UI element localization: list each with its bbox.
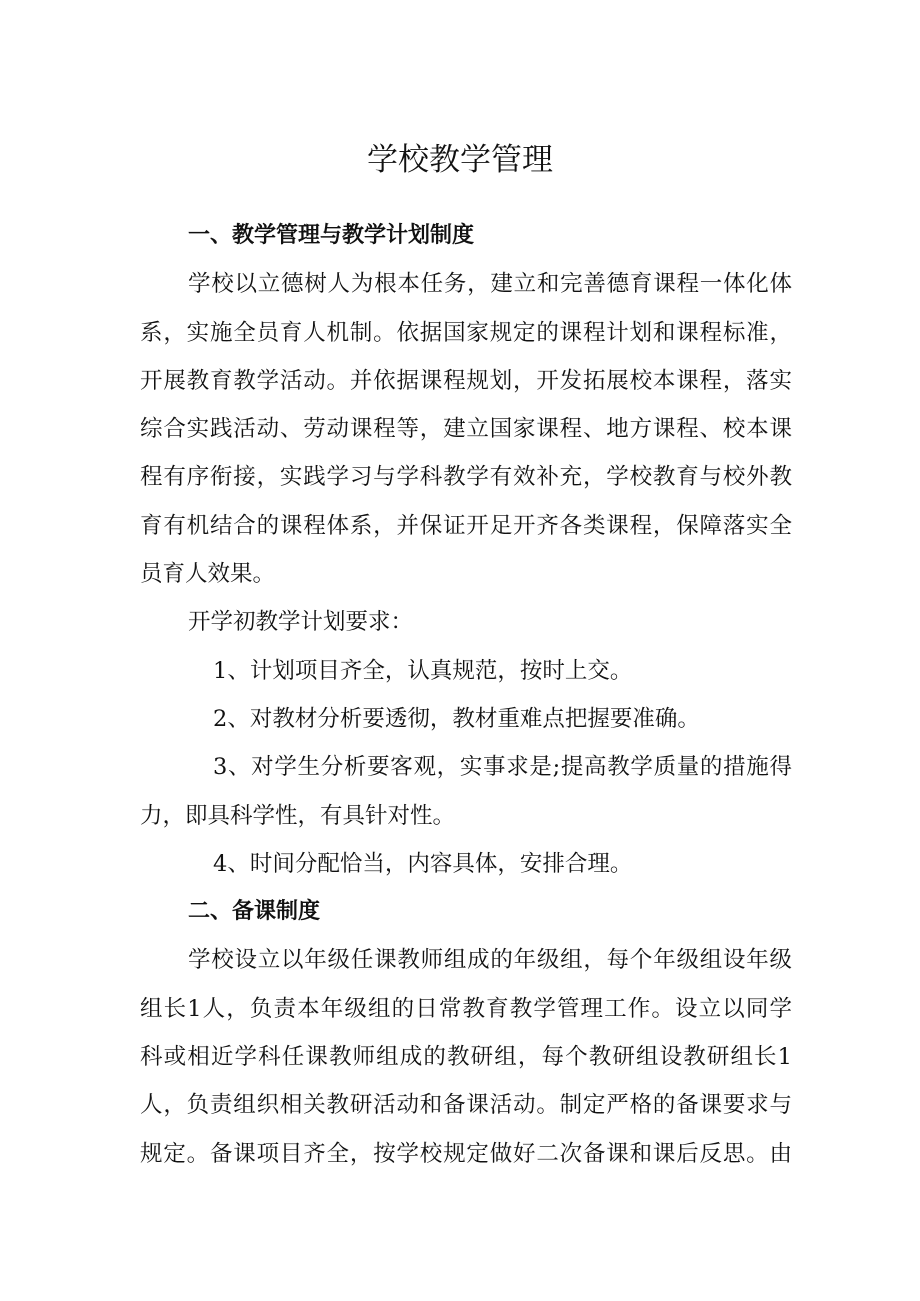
paragraph-line: 组长1人，负责本年级组的日常教育教学管理工作。设立以同学 (140, 995, 792, 1022)
paragraph-line: 系，实施全员育人机制。依据国家规定的课程计划和课程标准， (140, 319, 792, 346)
paragraph-line: 学校设立以年级任课教师组成的年级组，每个年级组设年级 (188, 947, 792, 974)
paragraph-line: 科或相近学科任课教师组成的教研组，每个教研组设教研组长1 (140, 1044, 792, 1071)
section-heading: 一、教学管理与教学计划制度 (188, 223, 475, 248)
document-body (140, 212, 792, 1178)
paragraph-line: 程有序衔接，实践学习与学科教学有效补充，学校教育与校外教 (140, 464, 792, 491)
paragraph-line: 育有机结合的课程体系，并保证开足开齐各类课程，保障落实全 (140, 512, 792, 539)
list-item: 1、计划项目齐全，认真规范，按时上交。 (213, 657, 633, 684)
paragraph-line: 开展教育教学活动。并依据课程规划，开发拓展校本课程，落实 (140, 367, 792, 394)
page-title: 学校教学管理 (367, 142, 553, 178)
paragraph-line: 综合实践活动、劳动课程等，建立国家课程、地方课程、校本课 (140, 416, 792, 443)
paragraph-line: 学校以立德树人为根本任务，建立和完善德育课程一体化体 (188, 271, 792, 298)
paragraph-line: 规定。备课项目齐全，按学校规定做好二次备课和课后反思。由 (140, 1140, 792, 1167)
section-heading: 二、备课制度 (188, 899, 321, 925)
paragraph-line: 员育人效果。 (140, 561, 276, 588)
list-item: 3、对学生分析要客观，实事求是;提高教学质量的措施得 (213, 754, 792, 781)
list-item: 4、时间分配恰当，内容具体，安排合理。 (213, 850, 633, 877)
list-item-continuation: 力，即具科学性，有具针对性。 (140, 802, 456, 829)
plan-intro: 开学初教学计划要求： (188, 609, 414, 636)
list-item: 2、对教材分析要透彻，教材重难点把握要准确。 (213, 705, 700, 732)
paragraph-line: 人，负责组织相关教研活动和备课活动。制定严格的备课要求与 (140, 1092, 792, 1119)
